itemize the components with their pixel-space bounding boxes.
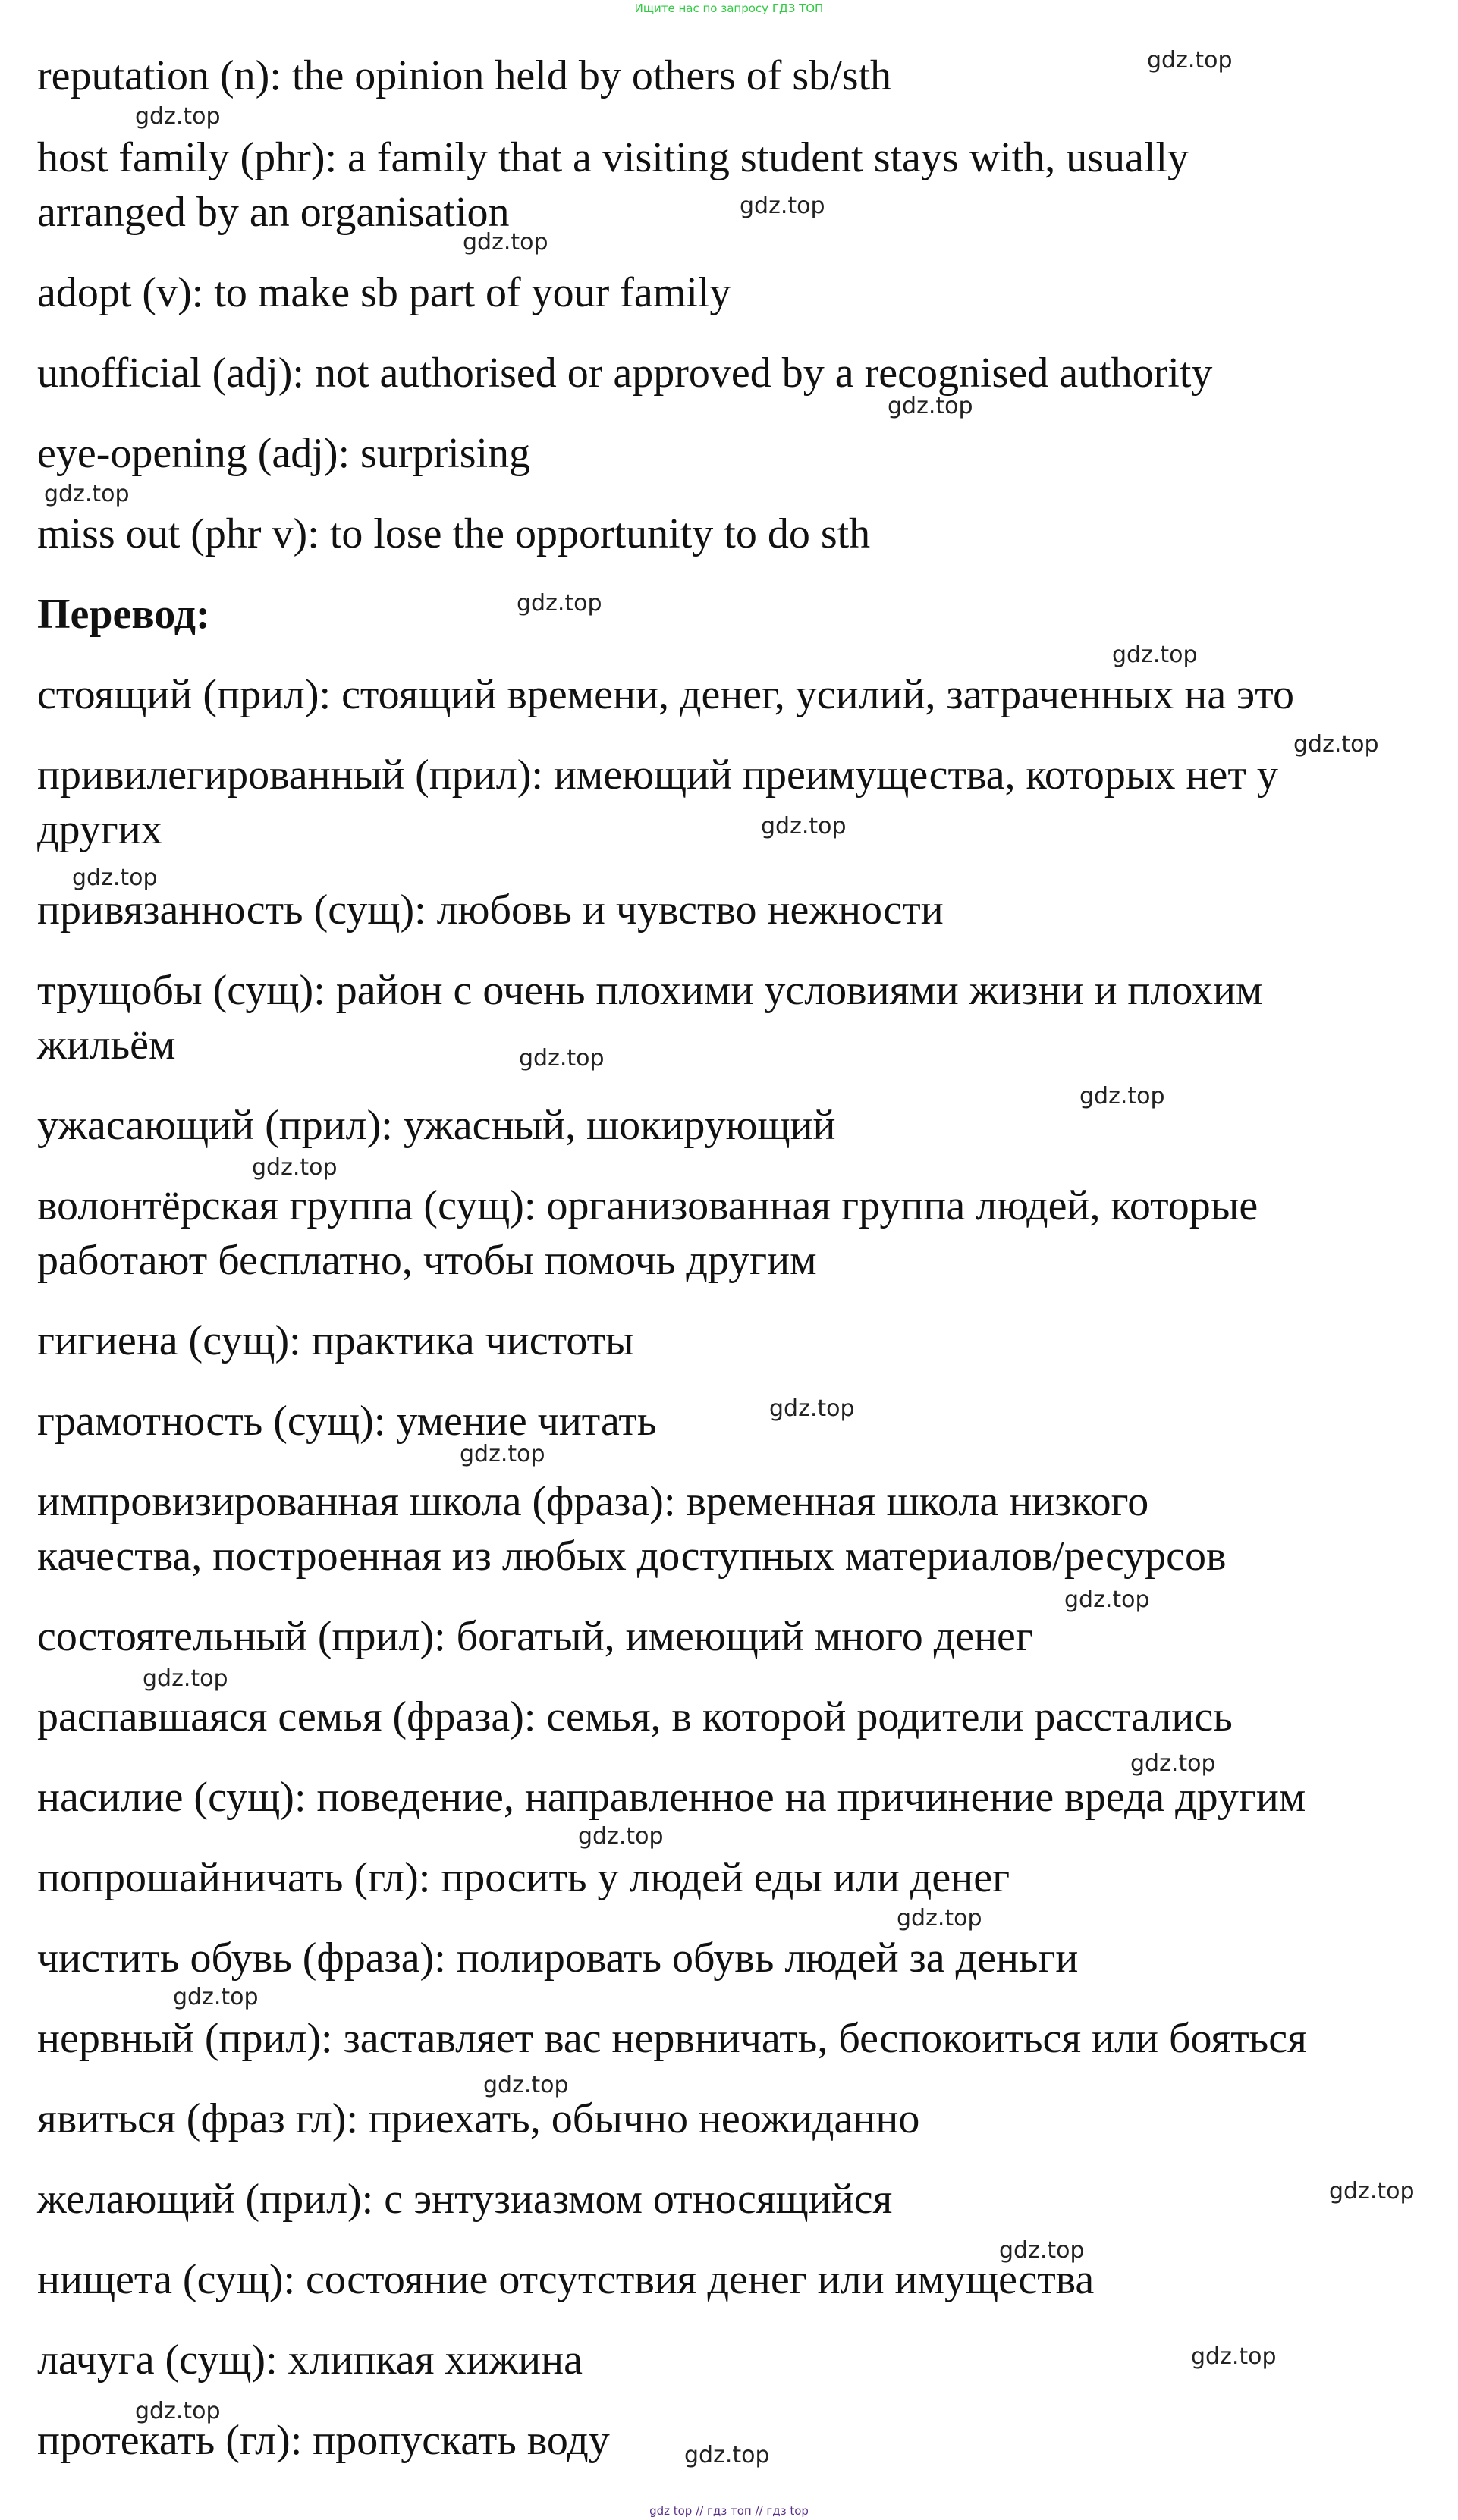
- watermark: gdz.top: [897, 1905, 982, 1932]
- vocab-entry-unofficial: unofficial (adj): not authorised or approved by a recognised authority: [37, 350, 1213, 397]
- translation-entry: импровизированная школа (фраза): временная школа низкого: [37, 1478, 1149, 1525]
- watermark: gdz.top: [1293, 731, 1379, 758]
- search-hint-banner: Ищите нас по запросу ГДЗ ТОП: [634, 2, 824, 15]
- watermark: gdz.top: [1130, 1750, 1216, 1777]
- watermark: gdz.top: [740, 193, 825, 219]
- translation-entry: распавшаяся семья (фраза): семья, в которой родители расстались: [37, 1693, 1233, 1740]
- vocab-entry-miss-out: miss out (phr v): to lose the opportunity to do sth: [37, 510, 871, 557]
- watermark: gdz.top: [684, 2442, 770, 2468]
- translation-entry-cont: качества, построенная из любых доступных материалов/ресурсов: [37, 1533, 1227, 1580]
- vocab-entry-adopt: adopt (v): to make sb part of your family: [37, 269, 731, 316]
- watermark: gdz.top: [517, 590, 602, 617]
- translation-entry: лачуга (сущ): хлипкая хижина: [37, 2336, 583, 2383]
- watermark: gdz.top: [1329, 2178, 1415, 2205]
- watermark: gdz.top: [460, 1441, 545, 1467]
- watermark: gdz.top: [135, 103, 221, 130]
- vocab-entry-reputation: reputation (n): the opinion held by others of sb/sth: [37, 52, 892, 99]
- translation-entry: трущобы (сущ): район с очень плохими условиями жизни и плохим: [37, 967, 1263, 1014]
- translation-entry: волонтёрская группа (сущ): организованная группа людей, которые: [37, 1182, 1258, 1229]
- vocab-entry-host-family-cont: arranged by an organisation: [37, 189, 510, 236]
- watermark: gdz.top: [143, 1665, 228, 1692]
- translation-entry: грамотность (сущ): умение читать: [37, 1398, 657, 1445]
- translation-entry: привязанность (сущ): любовь и чувство нежности: [37, 887, 944, 934]
- translation-entry: привилегированный (прил): имеющий преимущества, которых нет у: [37, 752, 1278, 799]
- vocab-entry-host-family: host family (phr): a family that a visiting student stays with, usually: [37, 134, 1189, 181]
- translation-entry: желающий (прил): с энтузиазмом относящийся: [37, 2176, 893, 2223]
- translation-entry: насилие (сущ): поведение, направленное на причинение вреда другим: [37, 1774, 1306, 1821]
- translation-entry: стоящий (прил): стоящий времени, денег, усилий, затраченных на это: [37, 671, 1294, 718]
- watermark: gdz.top: [483, 2072, 569, 2098]
- watermark: gdz.top: [999, 2237, 1085, 2264]
- watermark: gdz.top: [769, 1395, 855, 1422]
- translation-entry: ужасающий (прил): ужасный, шокирующий: [37, 1102, 836, 1149]
- translation-entry: явиться (фраз гл): приехать, обычно неожиданно: [37, 2095, 920, 2142]
- watermark: gdz.top: [519, 1045, 605, 1072]
- watermark: gdz.top: [463, 229, 548, 256]
- watermark: gdz.top: [44, 481, 130, 507]
- watermark: gdz.top: [888, 393, 973, 419]
- watermark: gdz.top: [1079, 1083, 1165, 1109]
- translation-entry: чистить обувь (фраза): полировать обувь людей за деньги: [37, 1935, 1079, 1982]
- vocab-entry-eye-opening: eye-opening (adj): surprising: [37, 430, 531, 477]
- watermark: gdz.top: [135, 2398, 221, 2424]
- watermark: gdz.top: [173, 1984, 259, 2010]
- footer-banner: gdz top // гдз топ // гдз top: [649, 2504, 809, 2518]
- translation-entry: состоятельный (прил): богатый, имеющий много денег: [37, 1613, 1033, 1660]
- translation-entry-cont: жильём: [37, 1021, 176, 1069]
- watermark: gdz.top: [761, 813, 847, 839]
- watermark: gdz.top: [72, 865, 158, 891]
- watermark: gdz.top: [1112, 642, 1198, 668]
- translation-entry-cont: работают бесплатно, чтобы помочь другим: [37, 1237, 817, 1284]
- translation-heading: Перевод:: [37, 591, 210, 638]
- translation-entry: нищета (сущ): состояние отсутствия денег или имущества: [37, 2256, 1095, 2303]
- watermark: gdz.top: [1064, 1586, 1150, 1613]
- translation-entry: протекать (гл): пропускать воду: [37, 2417, 610, 2464]
- watermark: gdz.top: [1147, 47, 1233, 74]
- translation-entry: гигиена (сущ): практика чистоты: [37, 1317, 634, 1364]
- watermark: gdz.top: [1191, 2343, 1277, 2370]
- watermark: gdz.top: [252, 1154, 338, 1181]
- watermark: gdz.top: [578, 1823, 664, 1850]
- translation-entry: попрошайничать (гл): просить у людей еды или денег: [37, 1854, 1010, 1901]
- translation-entry: нервный (прил): заставляет вас нервничать, беспокоиться или бояться: [37, 2015, 1307, 2062]
- translation-entry-cont: других: [37, 806, 162, 853]
